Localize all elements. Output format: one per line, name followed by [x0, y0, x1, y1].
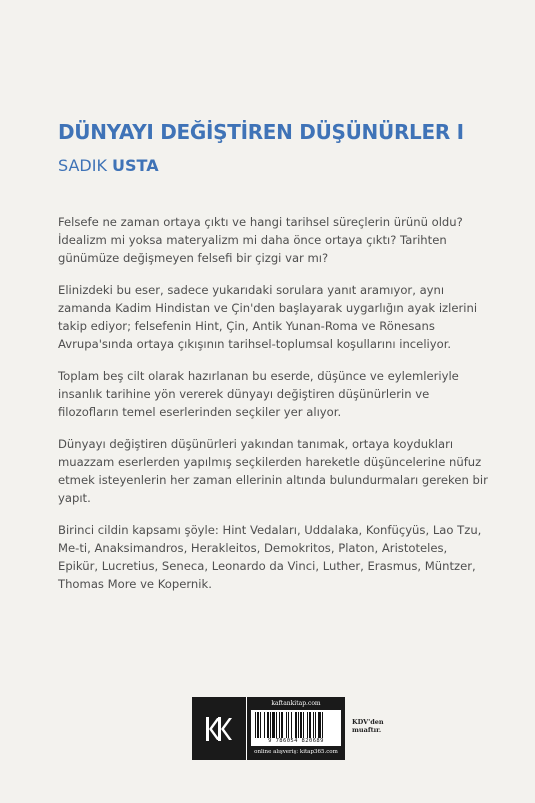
- book-title: DÜNYAYI DEĞİŞTİREN DÜŞÜNÜRLER I: [58, 120, 464, 144]
- blurb-paragraph: Dünyayı değiştiren düşünürleri yakından tanımak, ortaya koydukları muazzam eserlerden yapılmış seçkilerden hareketle düşüncelerine nüfuz etmek isteyenlerin her zaman ellerinin altında bulundurmaları gereken bir yapıt.: [58, 437, 488, 505]
- author-last-name: USTA: [112, 156, 159, 175]
- blurb-paragraph: Toplam beş cilt olarak hazırlanan bu eserde, düşünce ve eylemleriyle insanlık tarihine yön vererek dünyayı değiştiren düşünürlerin ve filozofların temel eserlerinden seçkiler yer alıyor.: [58, 369, 459, 419]
- blurb-paragraph: Elinizdeki bu eser, sadece yukarıdaki sorulara yanıt aramıyor, aynı zamanda Kadim Hindistan ve Çin'den başlayarak uygarlığın ayak izlerini takip ediyor; felsefenin Hint, Çin, Antik Yunan-Roma ve Rönesans Avrupa'sında ortaya çıkışının tarihsel-toplumsal koşullarını inceliyor.: [58, 283, 478, 351]
- kdv-exempt-note: [352, 718, 384, 734]
- blurb-paragraph: Felsefe ne zaman ortaya çıktı ve hangi tarihsel süreçlerin ürünü oldu? İdealizm mi yoksa materyalizm mi daha önce ortaya çıktı? Tarihten günümüze değişmeyen felsefi bir çizgi var mı?: [58, 215, 463, 265]
- barcode-side: [247, 697, 345, 760]
- blurb-paragraph: Birinci cildin kapsamı şöyle: Hint Vedaları, Uddalaka, Konfüçyüs, Lao Tzu, Me-ti, Anaksimandros, Herakleitos, Demokritos, Platon, Aristoteles, Epikür, Lucretius, Seneca, Leonardo da Vinci, Luther, Erasmus, Müntzer, Thomas More ve Kopernik.: [58, 523, 482, 591]
- author-first-name: SADIK: [58, 156, 107, 175]
- kdv-line-1: KDV'den: [352, 718, 384, 726]
- barcode-bars: [254, 712, 338, 738]
- isbn-barcode: [251, 710, 341, 746]
- isbn-number: 9 786054 820689: [268, 738, 324, 744]
- author-name: [58, 156, 159, 175]
- publisher-website: kaftankitap.com: [271, 700, 321, 707]
- back-cover-blurb: [58, 213, 488, 607]
- barcode-block: [192, 697, 345, 760]
- kdv-line-2: muaftır.: [352, 726, 382, 734]
- online-shop-text: online alışveriş: kitap365.com: [254, 749, 338, 755]
- kaftan-kk-logo-icon: [192, 697, 247, 760]
